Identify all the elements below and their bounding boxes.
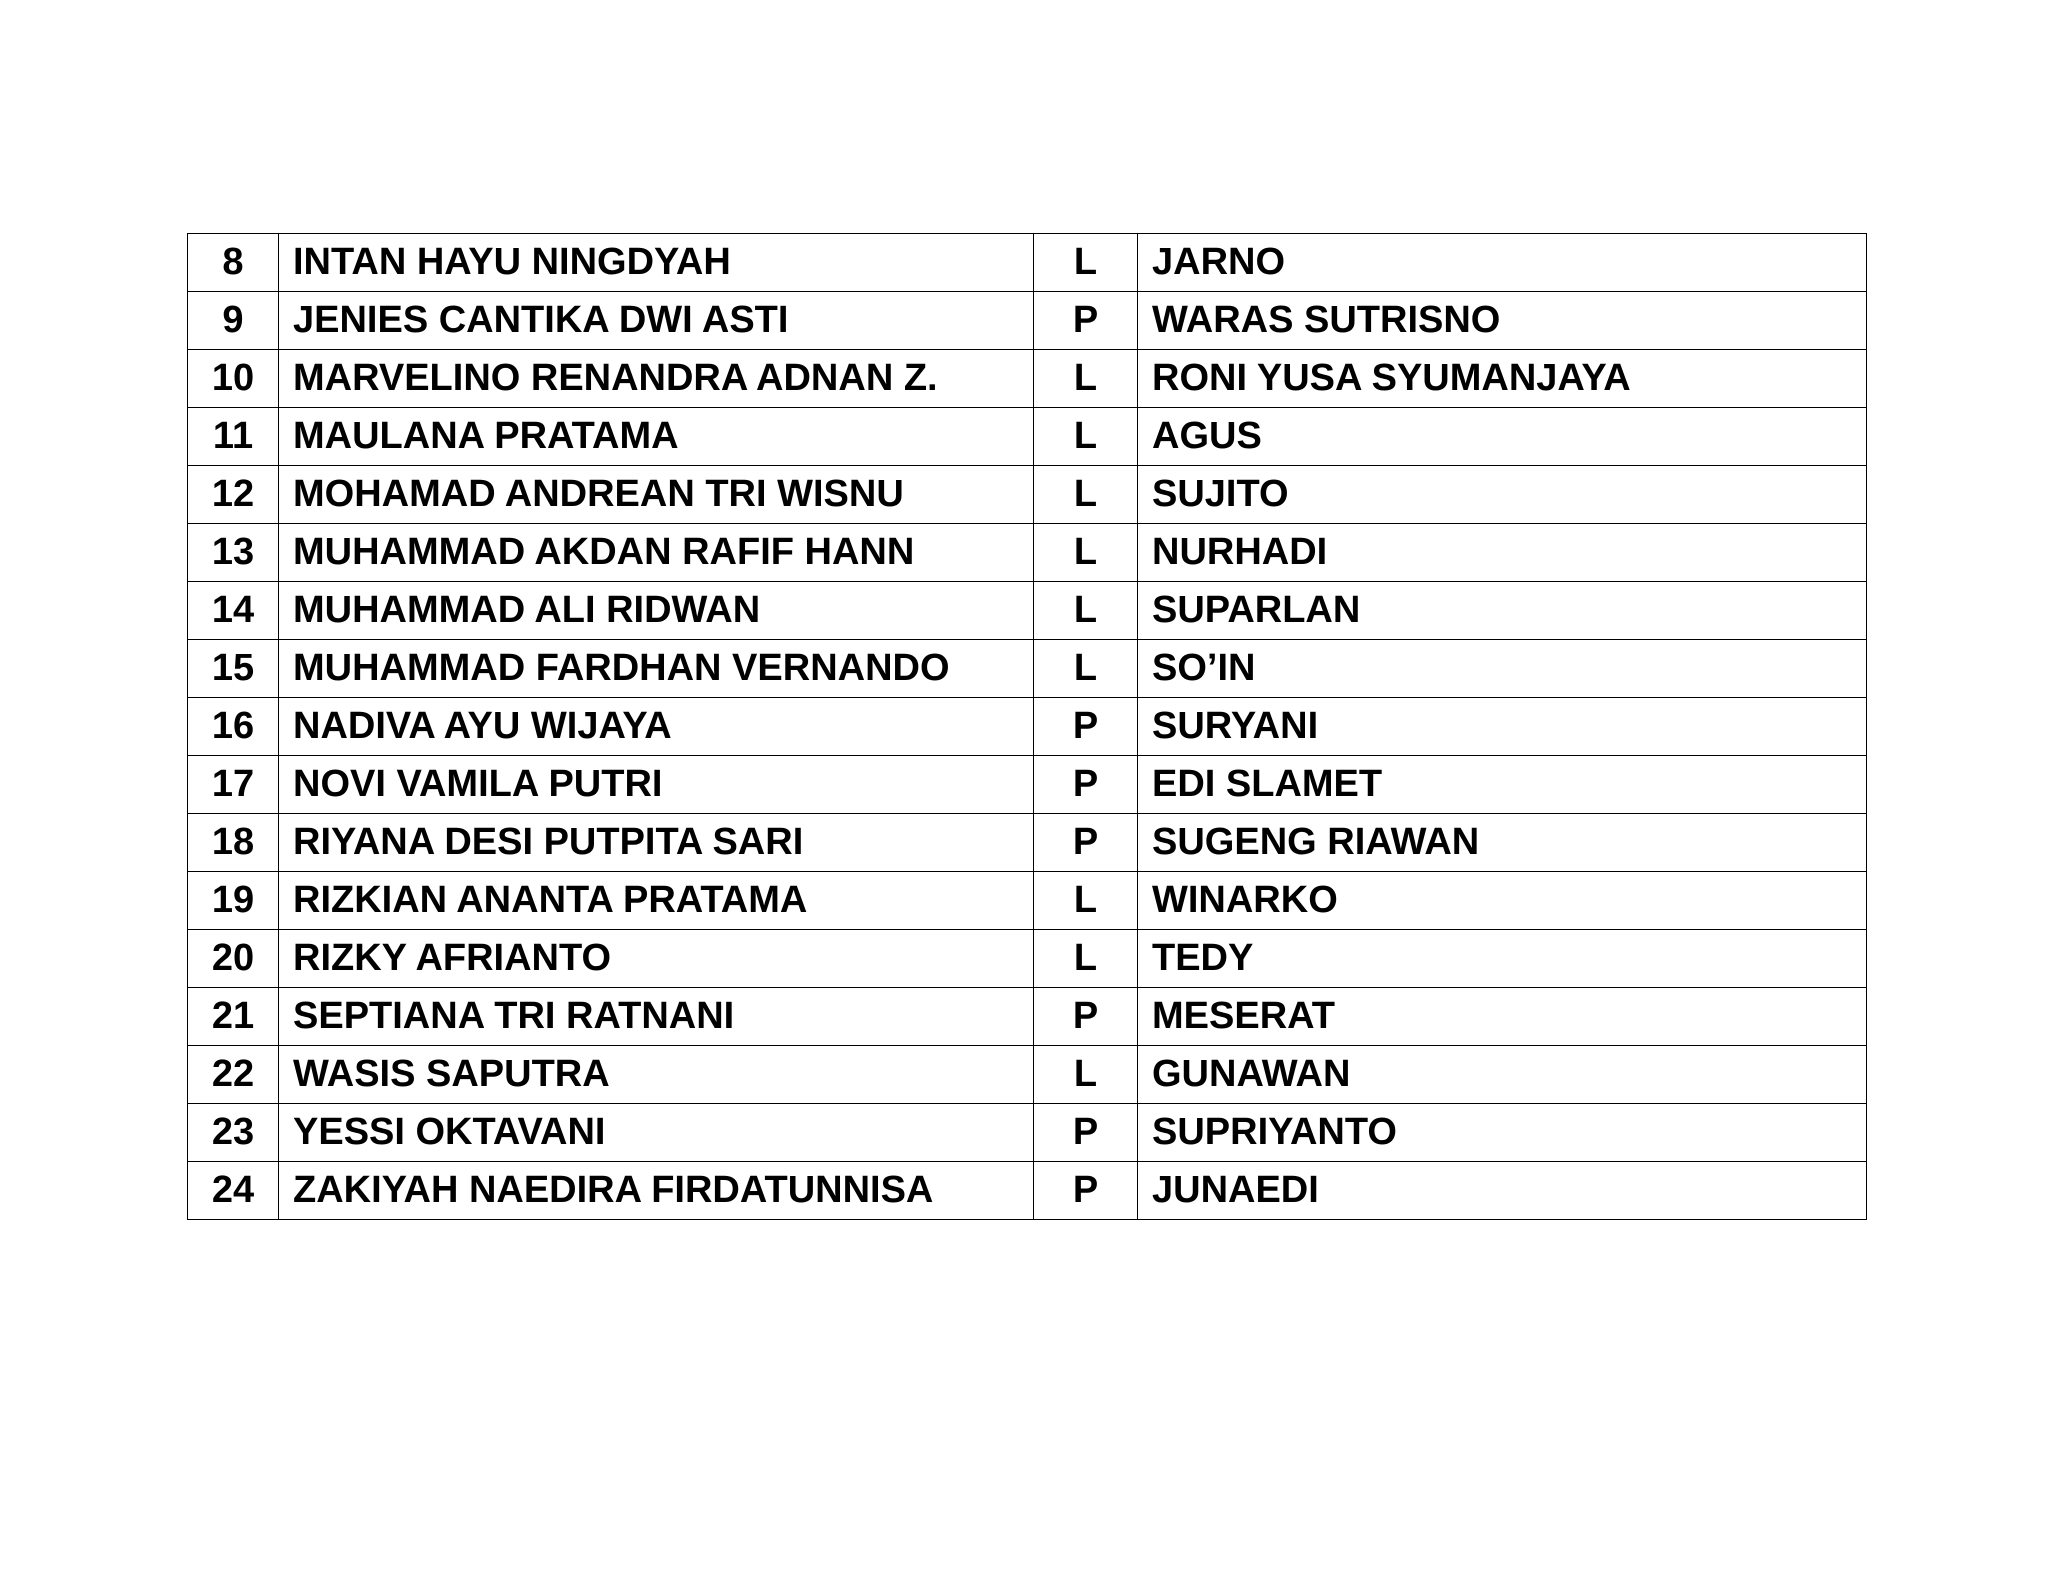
- row-number-cell: 22: [188, 1046, 279, 1104]
- parent-name-cell: WARAS SUTRISNO: [1138, 292, 1867, 350]
- parent-name-cell: SUGENG RIAWAN: [1138, 814, 1867, 872]
- parent-name-cell: SO’IN: [1138, 640, 1867, 698]
- student-name-cell: MUHAMMAD FARDHAN VERNANDO: [279, 640, 1034, 698]
- gender-cell: P: [1034, 756, 1138, 814]
- student-name-cell: NOVI VAMILA PUTRI: [279, 756, 1034, 814]
- gender-cell: L: [1034, 408, 1138, 466]
- gender-cell: P: [1034, 698, 1138, 756]
- student-name-cell: RIYANA DESI PUTPITA SARI: [279, 814, 1034, 872]
- student-name-cell: JENIES CANTIKA DWI ASTI: [279, 292, 1034, 350]
- row-number-cell: 24: [188, 1162, 279, 1220]
- row-number-cell: 21: [188, 988, 279, 1046]
- row-number-cell: 19: [188, 872, 279, 930]
- student-name-cell: SEPTIANA TRI RATNANI: [279, 988, 1034, 1046]
- parent-name-cell: SUJITO: [1138, 466, 1867, 524]
- table-row: [188, 1046, 1867, 1104]
- row-number-cell: 11: [188, 408, 279, 466]
- gender-cell: P: [1034, 988, 1138, 1046]
- parent-name-cell: SUPARLAN: [1138, 582, 1867, 640]
- row-number-cell: 18: [188, 814, 279, 872]
- gender-cell: P: [1034, 292, 1138, 350]
- student-table: [187, 233, 1867, 1220]
- parent-name-cell: SUPRIYANTO: [1138, 1104, 1867, 1162]
- row-number-cell: 23: [188, 1104, 279, 1162]
- student-name-cell: RIZKIAN ANANTA PRATAMA: [279, 872, 1034, 930]
- parent-name-cell: JARNO: [1138, 234, 1867, 292]
- row-number-cell: 12: [188, 466, 279, 524]
- gender-cell: L: [1034, 466, 1138, 524]
- student-name-cell: MAULANA PRATAMA: [279, 408, 1034, 466]
- gender-cell: L: [1034, 582, 1138, 640]
- gender-cell: L: [1034, 524, 1138, 582]
- parent-name-cell: GUNAWAN: [1138, 1046, 1867, 1104]
- table-row: [188, 466, 1867, 524]
- student-name-cell: MUHAMMAD ALI RIDWAN: [279, 582, 1034, 640]
- student-name-cell: MUHAMMAD AKDAN RAFIF HANN: [279, 524, 1034, 582]
- parent-name-cell: MESERAT: [1138, 988, 1867, 1046]
- student-name-cell: NADIVA AYU WIJAYA: [279, 698, 1034, 756]
- table-row: [188, 408, 1867, 466]
- row-number-cell: 20: [188, 930, 279, 988]
- table-row: [188, 756, 1867, 814]
- student-name-cell: INTAN HAYU NINGDYAH: [279, 234, 1034, 292]
- gender-cell: L: [1034, 872, 1138, 930]
- gender-cell: P: [1034, 1162, 1138, 1220]
- student-name-cell: YESSI OKTAVANI: [279, 1104, 1034, 1162]
- table-row: [188, 640, 1867, 698]
- gender-cell: L: [1034, 930, 1138, 988]
- row-number-cell: 10: [188, 350, 279, 408]
- parent-name-cell: AGUS: [1138, 408, 1867, 466]
- student-name-cell: RIZKY AFRIANTO: [279, 930, 1034, 988]
- gender-cell: L: [1034, 1046, 1138, 1104]
- student-name-cell: WASIS SAPUTRA: [279, 1046, 1034, 1104]
- parent-name-cell: TEDY: [1138, 930, 1867, 988]
- table-row: [188, 698, 1867, 756]
- table-row: [188, 292, 1867, 350]
- table-row: [188, 350, 1867, 408]
- parent-name-cell: EDI SLAMET: [1138, 756, 1867, 814]
- row-number-cell: 14: [188, 582, 279, 640]
- gender-cell: P: [1034, 1104, 1138, 1162]
- table-row: [188, 1162, 1867, 1220]
- parent-name-cell: RONI YUSA SYUMANJAYA: [1138, 350, 1867, 408]
- student-name-cell: MOHAMAD ANDREAN TRI WISNU: [279, 466, 1034, 524]
- row-number-cell: 9: [188, 292, 279, 350]
- table-row: [188, 582, 1867, 640]
- row-number-cell: 16: [188, 698, 279, 756]
- gender-cell: L: [1034, 234, 1138, 292]
- student-name-cell: ZAKIYAH NAEDIRA FIRDATUNNISA: [279, 1162, 1034, 1220]
- parent-name-cell: JUNAEDI: [1138, 1162, 1867, 1220]
- table-row: [188, 234, 1867, 292]
- parent-name-cell: SURYANI: [1138, 698, 1867, 756]
- student-table-body: [188, 234, 1867, 1220]
- table-row: [188, 988, 1867, 1046]
- row-number-cell: 17: [188, 756, 279, 814]
- gender-cell: L: [1034, 350, 1138, 408]
- row-number-cell: 8: [188, 234, 279, 292]
- row-number-cell: 13: [188, 524, 279, 582]
- table-row: [188, 930, 1867, 988]
- gender-cell: P: [1034, 814, 1138, 872]
- gender-cell: L: [1034, 640, 1138, 698]
- table-row: [188, 1104, 1867, 1162]
- table-row: [188, 814, 1867, 872]
- parent-name-cell: NURHADI: [1138, 524, 1867, 582]
- table-row: [188, 524, 1867, 582]
- parent-name-cell: WINARKO: [1138, 872, 1867, 930]
- table-row: [188, 872, 1867, 930]
- student-name-cell: MARVELINO RENANDRA ADNAN Z.: [279, 350, 1034, 408]
- row-number-cell: 15: [188, 640, 279, 698]
